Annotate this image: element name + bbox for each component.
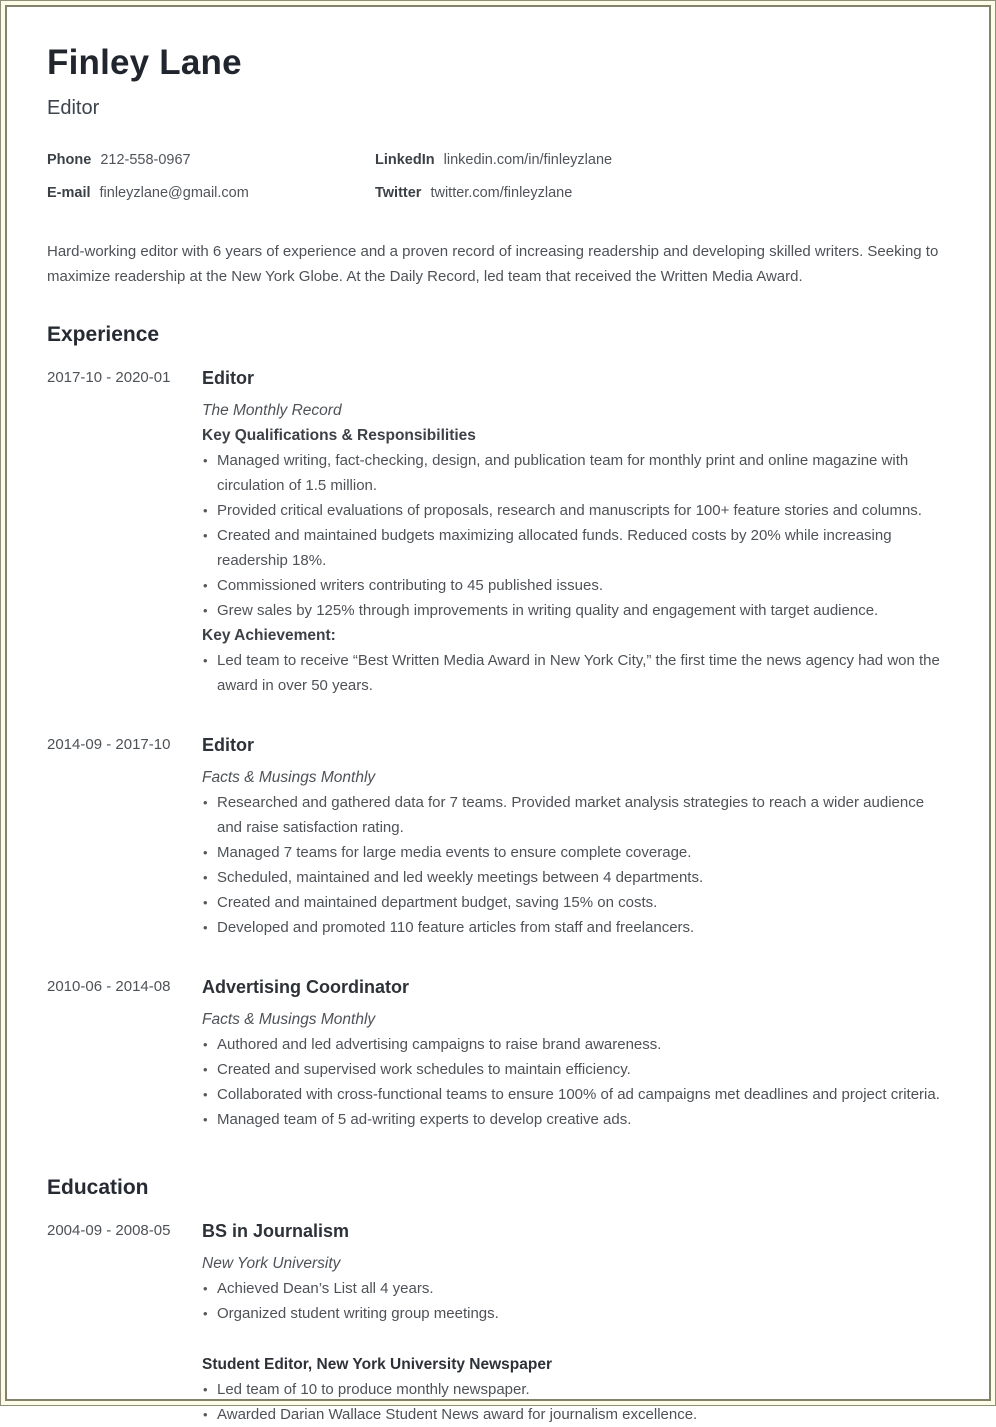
bullet-item: • Organized student writing group meetings. [202,1301,943,1326]
entry-bullet-list [202,790,943,940]
bullet-item: • Managed 7 teams for large media events to ensure complete coverage. [202,840,943,865]
entry-dates-empty [47,1352,202,1427]
entry-company: The Monthly Record [202,402,342,419]
entry-bullet-list [202,648,943,698]
resume-page [5,5,991,1423]
entry-bullet-list [202,448,943,623]
bullet-item: • Managed writing, fact-checking, design, and publication team for monthly print and online magazine with circulation of 1.5 million. [202,448,943,498]
bullet-item: • Researched and gathered data for 7 teams. Provided market analysis strategies to reach a wider audience and raise satisfaction rating. [202,790,943,840]
contact-linkedin [375,150,943,170]
entry-body [202,734,943,940]
summary-paragraph: Hard-working editor with 6 years of experience and a proven record of increasing readership and developing skilled writers. Seeking to maximize readership at the New York Globe. At the Daily Record, led team that received the Written Media Award. [47,243,939,285]
bullet-item: • Collaborated with cross-functional teams to ensure 100% of ad campaigns met deadlines and project criteria. [202,1082,943,1107]
experience-entries [47,367,943,1132]
bullet-item: • Scheduled, maintained and led weekly meetings between 4 departments. [202,865,943,890]
bullet-item: • Awarded Darian Wallace Student News award for journalism excellence. [202,1402,943,1427]
bullet-item: • Authored and led advertising campaigns to raise brand awareness. [202,1032,943,1057]
contact-phone [47,150,375,170]
contact-linkedin-value: linkedin.com/in/finleyzlane [443,152,613,168]
experience-entry [47,734,943,940]
contact-email-label: E-mail [47,185,91,201]
contact-linkedin-label: LinkedIn [375,152,435,168]
bullet-item: • Provided critical evaluations of proposals, research and manuscripts for 100+ feature stories and columns. [202,498,943,523]
entry-title: BS in Journalism [202,1221,350,1241]
entry-dates: 2004-09 - 2008-05 [47,1222,171,1239]
entry-title: Advertising Coordinator [202,977,410,997]
entry-body [202,1220,943,1326]
contact-info [47,150,943,203]
education-entry [47,1220,943,1326]
entry-company: Facts & Musings Monthly [202,769,376,786]
entry-subheading: Key Qualifications & Responsibilities [202,427,476,444]
entry-bullet-list [202,1276,943,1326]
bullet-item: • Created and supervised work schedules to maintain efficiency. [202,1057,943,1082]
experience-entry [47,367,943,698]
section-heading-education: Education [47,1176,149,1199]
entry-body [202,976,943,1132]
education-activity-entry [47,1352,943,1427]
entry-dates: 2017-10 - 2020-01 [47,369,171,386]
entry-dates: 2010-06 - 2014-08 [47,978,171,995]
bullet-item: • Commissioned writers contributing to 45 published issues. [202,573,943,598]
experience-entry [47,976,943,1132]
bullet-item: • Achieved Dean’s List all 4 years. [202,1276,943,1301]
resume-job-title: Editor [47,97,100,119]
entry-dates: 2014-09 - 2017-10 [47,736,171,753]
contact-twitter-label: Twitter [375,185,422,201]
contact-twitter-value: twitter.com/finleyzlane [430,185,573,201]
bullet-item: • Created and maintained department budget, saving 15% on costs. [202,890,943,915]
contact-email-value: finleyzlane@gmail.com [99,185,249,201]
entry-body [202,1352,943,1427]
contact-phone-value: 212-558-0967 [100,152,191,168]
contact-twitter [375,183,943,203]
contact-phone-label: Phone [47,152,92,168]
entry-body [202,367,943,698]
bullet-item: • Managed team of 5 ad-writing experts to develop creative ads. [202,1107,943,1132]
entry-subheading: Key Achievement: [202,627,336,644]
bullet-item: • Developed and promoted 110 feature articles from staff and freelancers. [202,915,943,940]
bullet-item: • Led team of 10 to produce monthly newspaper. [202,1377,943,1402]
entry-title: Editor [202,735,254,755]
entry-company: Facts & Musings Monthly [202,1011,376,1028]
bullet-item: • Grew sales by 125% through improvements in writing quality and engagement with target audience. [202,598,943,623]
section-heading-experience: Experience [47,323,160,346]
entry-title: Student Editor, New York University Newspaper [202,1356,552,1373]
bullet-item: • Led team to receive “Best Written Media Award in New York City,” the first time the news agency had won the award in over 50 years. [202,648,943,698]
entry-title: Editor [202,368,254,388]
entry-bullet-list [202,1032,943,1132]
entry-school: New York University [202,1255,341,1272]
resume-name: Finley Lane [47,43,242,82]
bullet-item: • Created and maintained budgets maximizing allocated funds. Reduced costs by 20% while increasing readership 18%. [202,523,943,573]
contact-email [47,183,375,203]
entry-bullet-list [202,1377,943,1427]
education-entries [47,1220,943,1427]
